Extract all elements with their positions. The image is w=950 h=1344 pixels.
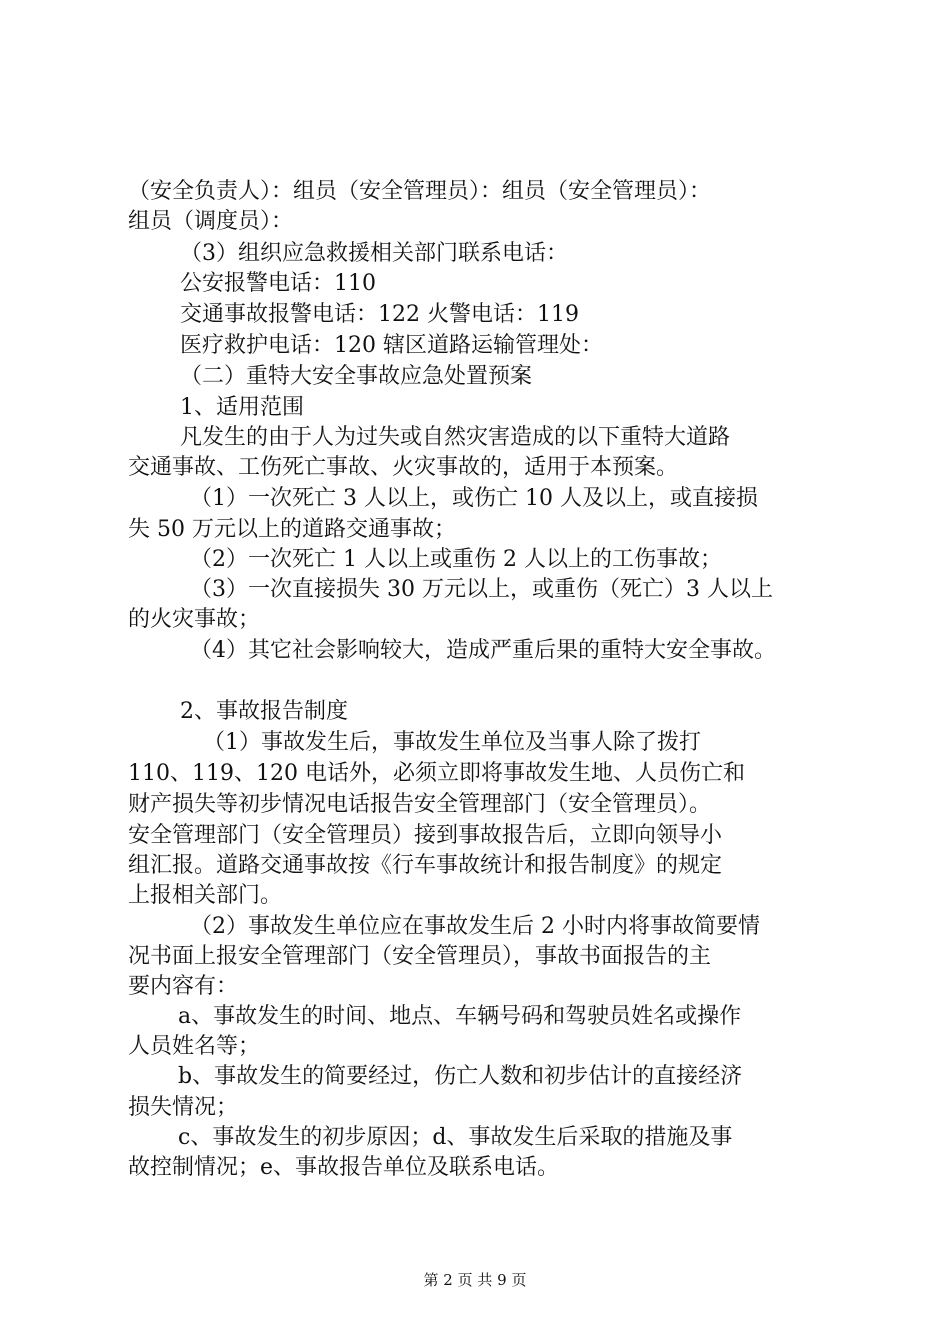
text-line: 损失情况； [128, 1095, 239, 1120]
text-line: 失 50 万元以上的道路交通事故； [128, 517, 456, 542]
text-line: c、事故发生的初步原因；d、事故发生后采取的措施及事 [178, 1125, 733, 1150]
text-line: 的火灾事故； [128, 607, 261, 632]
text-line: （2）一次死亡 1 人以上或重伤 2 人以上的工伤事故； [190, 547, 722, 572]
text-line: （1）事故发生后，事故发生单位及当事人除了拨打 [203, 730, 701, 755]
text-line: 医疗救护电话：120 辖区道路运输管理处： [180, 333, 603, 358]
text-line: 交通事故、工伤死亡事故、火灾事故的，适用于本预案。 [128, 455, 679, 480]
text-line: （4）其它社会影响较大，造成严重后果的重特大安全事故。 [190, 638, 776, 663]
text-line: 2、事故报告制度 [180, 699, 348, 724]
text-line: 凡发生的由于人为过失或自然灾害造成的以下重特大道路 [180, 425, 731, 450]
text-line: 上报相关部门。 [128, 883, 283, 908]
text-line: b、事故发生的简要经过，伤亡人数和初步估计的直接经济 [178, 1064, 743, 1089]
text-line: 组汇报。道路交通事故按《行车事故统计和报告制度》的规定 [128, 853, 723, 878]
text-line: 故控制情况；e、事故报告单位及联系电话。 [128, 1155, 560, 1180]
text-line: （3）一次直接损失 30 万元以上，或重伤（死亡）3 人以上 [190, 577, 773, 602]
text-line: 人员姓名等； [128, 1034, 261, 1059]
page-number-footer: 第 2 页 共 9 页 [423, 1271, 527, 1289]
text-line: 交通事故报警电话：122 火警电话：119 [180, 302, 579, 327]
text-line: 公安报警电话：110 [180, 271, 376, 296]
text-line: （2）事故发生单位应在事故发生后 2 小时内将事故简要情 [190, 914, 760, 939]
text-line: 况书面上报安全管理部门（安全管理员），事故书面报告的主 [128, 944, 712, 969]
text-line: a、事故发生的时间、地点、车辆号码和驾驶员姓名或操作 [178, 1004, 742, 1029]
text-line: （安全负责人）：组员（安全管理员）：组员（安全管理员）： [128, 179, 712, 204]
text-line: 财产损失等初步情况电话报告安全管理部门（安全管理员）。 [128, 792, 712, 817]
text-line: （3）组织应急救援相关部门联系电话： [180, 241, 568, 266]
text-line: 1、适用范围 [180, 395, 304, 420]
text-line: 110、119、120 电话外，必须立即将事故发生地、人员伤亡和 [128, 761, 745, 786]
text-line: （二）重特大安全事故应急处置预案 [180, 364, 533, 389]
text-line: 要内容有： [128, 974, 239, 999]
text-line: （1）一次死亡 3 人以上，或伤亡 10 人及以上，或直接损 [190, 486, 758, 511]
text-line: 安全管理部门（安全管理员）接到事故报告后，立即向领导小 [128, 823, 723, 848]
text-line: 组员（调度员）： [128, 209, 294, 234]
